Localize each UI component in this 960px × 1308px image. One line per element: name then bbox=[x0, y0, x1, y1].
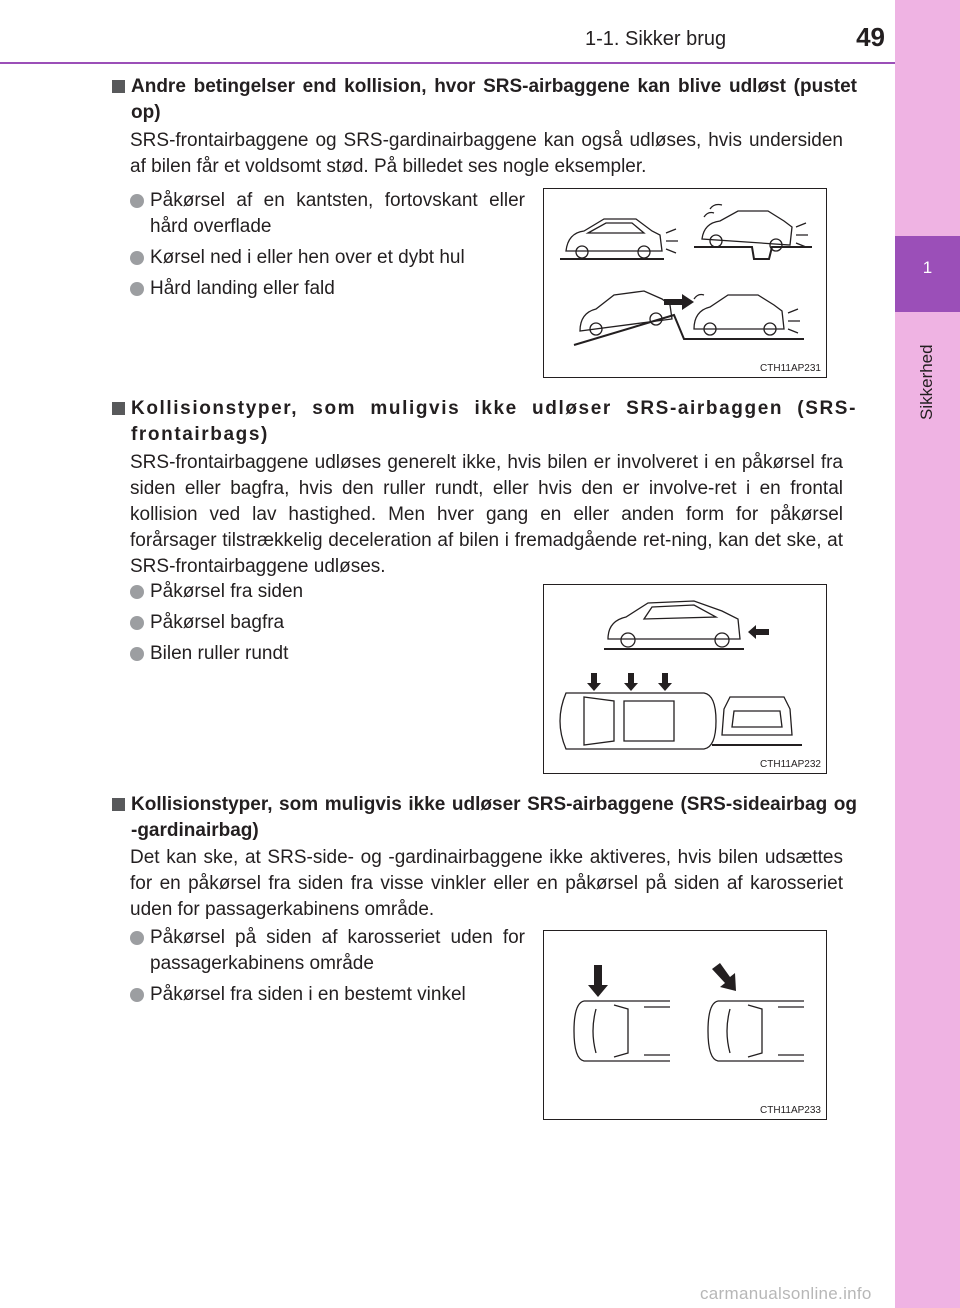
round-bullet-icon bbox=[130, 251, 144, 265]
section-3-paragraph: Det kan ske, at SRS-side- og -gardinairbaggene ikke aktiveres, hvis bilen udsættes for en påkørsel fra siden fra visse vinkler eller en påkørsel på siden af karosseriet uden for passagerkabinens område. bbox=[130, 847, 843, 920]
list-item: Kørsel ned i eller hen over et dybt hul bbox=[130, 245, 525, 271]
round-bullet-icon bbox=[130, 194, 144, 208]
chapter-number: 1 bbox=[922, 258, 933, 277]
list-item: Påkørsel af en kantsten, fortovskant eller hård overflade bbox=[130, 188, 525, 240]
square-bullet-icon bbox=[112, 798, 125, 811]
figure-collision-types-front-airbag bbox=[543, 584, 827, 774]
list-item: Påkørsel bagfra bbox=[130, 610, 525, 636]
collision-types-illustration bbox=[544, 585, 826, 773]
square-bullet-icon bbox=[112, 80, 125, 93]
list-item: Påkørsel på siden af karosseriet uden for passagerkabinens område bbox=[130, 925, 525, 977]
section-3-bullet-list bbox=[130, 925, 525, 1013]
square-bullet-icon bbox=[112, 402, 125, 415]
header-rule bbox=[0, 62, 895, 64]
section-2-heading: Kollisionstyper, som muligvis ikke udløser SRS-airbaggen (SRS-frontairbags) bbox=[112, 396, 857, 448]
list-item: Hård landing eller fald bbox=[130, 276, 525, 302]
section-3-heading: Kollisionstyper, som muligvis ikke udløser SRS-airbaggene (SRS-sideairbag og -gardinairbag) bbox=[112, 792, 857, 844]
figure-collision-types-side-airbag bbox=[543, 930, 827, 1120]
section-2-paragraph: SRS-frontairbaggene udløses generelt ikke, hvis bilen er involveret i en påkørsel fra siden eller bagfra, hvis den ruller rundt, eller hvis den er involve-ret i en frontal kollision ved lav hastighed. Men hver gang en eller anden form for påkørsel forårsager tilstrækkelig deceleration af bilen i fremadgående ret-ning, kan det ske, at SRS-frontairbaggene udløses. bbox=[130, 452, 843, 577]
chapter-side-tab bbox=[895, 0, 960, 1308]
section-1-bullet-list bbox=[130, 188, 525, 307]
header-section-title: 1-1. Sikker brug bbox=[585, 28, 727, 50]
figure-code: CTH11AP232 bbox=[760, 759, 821, 770]
round-bullet-icon bbox=[130, 647, 144, 661]
round-bullet-icon bbox=[130, 282, 144, 296]
list-item: Påkørsel fra siden bbox=[130, 579, 525, 605]
watermark: carmanualsonline.info bbox=[700, 1284, 872, 1303]
round-bullet-icon bbox=[130, 931, 144, 945]
list-item: Bilen ruller rundt bbox=[130, 641, 525, 667]
section-2-bullet-list bbox=[130, 579, 525, 672]
round-bullet-icon bbox=[130, 988, 144, 1002]
figure-underbody-impacts bbox=[543, 188, 827, 378]
section-1-heading: Andre betingelser end kollision, hvor SRS-airbaggene kan blive udløst (pustet op) bbox=[112, 74, 857, 126]
round-bullet-icon bbox=[130, 585, 144, 599]
figure-code: CTH11AP233 bbox=[760, 1105, 821, 1116]
figure-code: CTH11AP231 bbox=[760, 363, 821, 374]
underbody-impact-illustration bbox=[544, 189, 826, 377]
list-item: Påkørsel fra siden i en bestemt vinkel bbox=[130, 982, 525, 1008]
side-collision-illustration bbox=[544, 931, 826, 1119]
section-1-paragraph: SRS-frontairbaggene og SRS-gardinairbaggene kan også udløses, hvis undersiden af bilen får et voldsomt stød. På billedet ses nogle eksempler. bbox=[130, 130, 843, 177]
page-number: 49 bbox=[856, 22, 885, 52]
chapter-label: Sikkerhed bbox=[917, 344, 936, 420]
round-bullet-icon bbox=[130, 616, 144, 630]
